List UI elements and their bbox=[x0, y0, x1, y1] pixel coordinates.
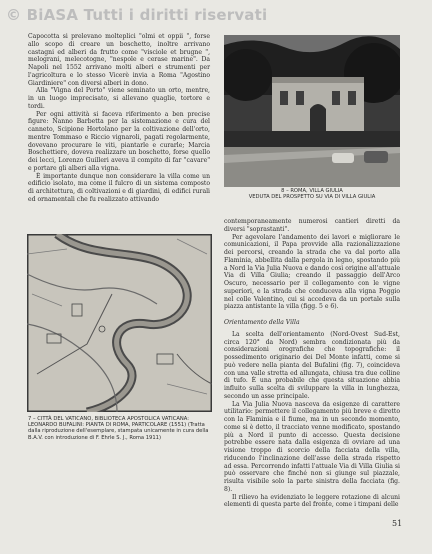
paragraph: contemporaneamente numerosi cantieri diretti da diversi "soprastanti". bbox=[224, 218, 400, 233]
page-number: 51 bbox=[392, 519, 403, 528]
paragraph: Capocotta si prelevano molteplici "olmi et oppii ", forse allo scopo di creare un boschetto, inoltre arrivano castagni ed alberi da frutto come "visciole et brugne ", melograni, melecotogne, "nespole e cerase marine". Da Napoli nel 1552 arrivano molti alberi e strumenti per l'agricoltura e lo stesso Vicerè invia a Roma "Agostino Giardiniere" con diversi alberi in dono. bbox=[28, 33, 210, 87]
right-text-column bbox=[224, 218, 400, 509]
paragraph: La scelta dell'orientamento (Nord-Ovest Sud-Est, circa 120° da Nord) sembra condizionata più da considerazioni orografiche che topografiche: il possedimento originario dei Del Monte infatti, come si può vedere nella pianta del Bufalini (fig. 7), coincideva con una valle stretta ed allungata, chiusa tra due colline di tufo. È una probabile che questa situazione abbia influito sulla scelta di sviluppare la villa in lunghezza, secondo un asse principale. bbox=[224, 330, 400, 400]
paragraph: Per ogni attività si faceva riferimento a ben precise figure: Nanno Barbetta per la sistemazione e cura del canneto, Scipione Hortolano per la coltivazione dell'orto, mentre Tommaso e Riccio vignaroli, pagati regolarmente, dovevano procurare le viti, piantarle e curarle; Marcia Boschettiere, doveva realizzare un boschetto, forse quello dei lecci, Lorenzo Guilleri aveva il compito di far "cavare" e portare gli alberi alla vigna. bbox=[28, 110, 210, 172]
villa-photo bbox=[224, 35, 400, 187]
paragraph: La Via Julia Nuova nasceva da esigenze di carattere utilitario: permettere il collegamento più breve e diretto con la Flaminia e il fiume, ma in un secondo momento, come si è detto, il tracciato venne modificato, spostando più a Nord il punto di accesso. Questa decisione potrebbe essere nata dalla esigenza di ovviare ad una visione troppo di scorcio della facciata della villa, riducendo l'inclinazione dell'asse della strada rispetto ad essa. Percorrendo infatti l'attuale Via di Villa Giulia si può osservare che finché non si giunge sul piazzale, risulta visibile solo la parte sinistra della facciata (fig. 8). bbox=[224, 400, 400, 493]
paragraph: Per agevolare l'andamento dei lavori e migliorare le comunicazioni, il Papa provvide alla razionalizzazione dei percorsi, creando la strada che va dal porto alla Flaminia, abbellita dalla pergola in legno, spostando più a Nord la Via Julia Nuova e dando così origine all'attuale Via di Villa Giulia; creando il passaggio dell'Arco Oscuro, necessario per il collegamento con le vigne superiori, e la strada che conduceva alla vigna Poggio nel colle Valentino, cui si accedeva da un portale sulla piazza antistante la villa (figg. 5 e 6). bbox=[224, 233, 400, 311]
photo-caption-text: 8 – ROMA, VILLA GIULIA VEDUTA DEL PROSPETTO SU VIA DI VILLA GIULIA bbox=[248, 188, 376, 201]
section-title: Orientamento della Villa bbox=[224, 319, 300, 326]
bufalini-map bbox=[27, 234, 212, 412]
bufalini-map-image bbox=[27, 234, 212, 412]
watermark: © BiASA Tutti i diritti riservati bbox=[6, 6, 268, 24]
paragraph: Alla "Vigna del Porto" viene seminato un orto, mentre, in un luogo imprecisato, si allevano quaglie, tortore e tordi. bbox=[28, 87, 210, 110]
villa-photo-image bbox=[224, 35, 400, 187]
paragraph: Il rilievo ha evidenziato le leggere rotazione di alcuni elementi di questa parte del fronte, come i timpani delle bbox=[224, 493, 400, 509]
map-caption: 7 – CITTÀ DEL VATICANO, BIBLIOTECA APOSTOLICA VATICANA: LEONARDO BUFALINI: PIANTA DI ROMA, PARTICOLARE (1551) (Tratta dalla riproduzione dell'esemplare, stampata unicamente in cura della B.A.V. con introduzione di F. Ehrle S. J., Roma 1911) bbox=[28, 416, 209, 441]
photo-caption bbox=[232, 188, 392, 201]
left-text-column bbox=[28, 33, 210, 204]
paragraph: È importante dunque non considerare la villa come un edificio isolato, ma come il fulcro di un sistema composto di architettura, di coltivazioni e di giardini, di edifici rurali ed ornamentali che fu realizzato attivando bbox=[28, 172, 210, 203]
